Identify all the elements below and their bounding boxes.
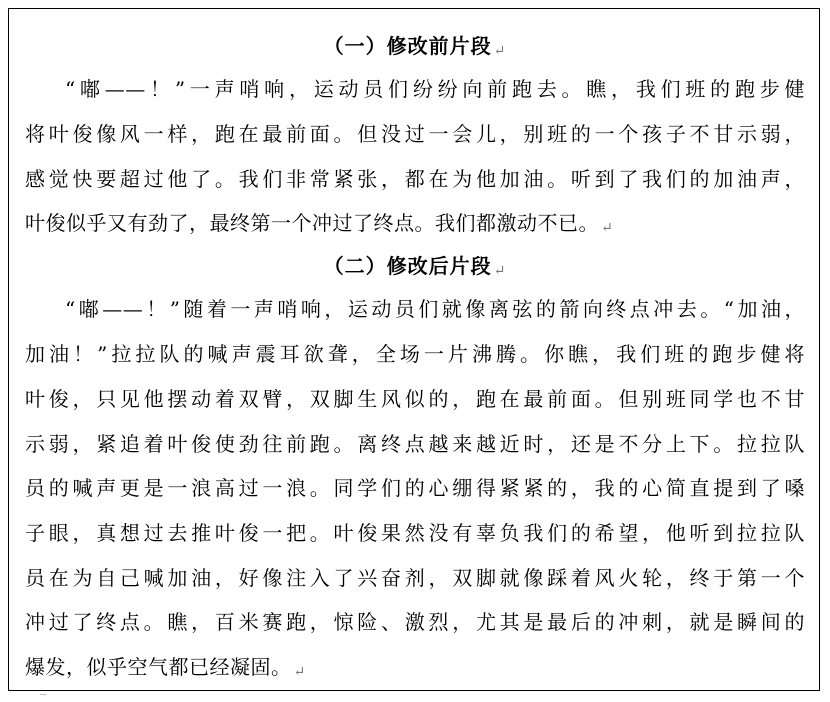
document-frame (8, 8, 820, 691)
section-2-line-9: 爆发，似乎空气都已经凝固。 ↵ (25, 655, 306, 680)
section-2-line-4: 示弱，紧追着叶俊使劲往前跑。离终点越来越近时，还是不分上下。拉拉队 (25, 432, 805, 456)
section-2-line-3: 叶俊，只见他摆动着双臂，双脚生风似的，跑在最前面。但别班同学也不甘 (25, 387, 805, 411)
section-2-line-8: 冲过了终点。瞧，百米赛跑，惊险、激烈，尤其是最后的冲刺，就是瞬间的 (25, 610, 805, 634)
section-2-line-1: “嘟——！”随着一声哨响，运动员们就像离弦的箭向终点冲去。“加油， (65, 297, 805, 321)
section-2-line-2: 加油！”拉拉队的喊声震耳欲聋，全场一片沸腾。你瞧，我们班的跑步健将 (25, 342, 805, 366)
section-1-line-3: 感觉快要超过他了。我们非常紧张，都在为他加油。听到了我们的加油声， (25, 167, 805, 191)
paragraph-mark-icon: ↵ (493, 263, 507, 279)
section-1-line-1: “嘟——！”一声哨响，运动员们纷纷向前跑去。瞧，我们班的跑步健 (65, 77, 805, 101)
section-2-title: （二）修改后片段 ↵ (323, 254, 507, 279)
section-2-line-7: 员在为自己喊加油，好像注入了兴奋剂，双脚就像踩着风火轮，终于第一个 (25, 566, 805, 590)
margin-tick (40, 690, 46, 695)
section-1-line-2: 将叶俊像风一样，跑在最前面。但没过一会儿，别班的一个孩子不甘示弱， (25, 122, 805, 146)
section-1-title: （一）修改前片段 ↵ (323, 34, 507, 59)
paragraph-mark-icon: ↵ (601, 220, 614, 236)
section-2-line-5: 员的喊声更是一浪高过一浪。同学们的心绷得紧紧的，我的心简直提到了嗓 (25, 476, 805, 500)
paragraph-mark-icon: ↵ (293, 664, 306, 680)
section-1-line-4: 叶俊似乎又有劲了，最终第一个冲过了终点。我们都激动不已。 ↵ (25, 211, 614, 236)
paragraph-mark-icon: ↵ (493, 43, 507, 59)
section-2-line-6: 子眼，真想过去推叶俊一把。叶俊果然没有辜负我们的希望，他听到拉拉队 (25, 521, 805, 545)
